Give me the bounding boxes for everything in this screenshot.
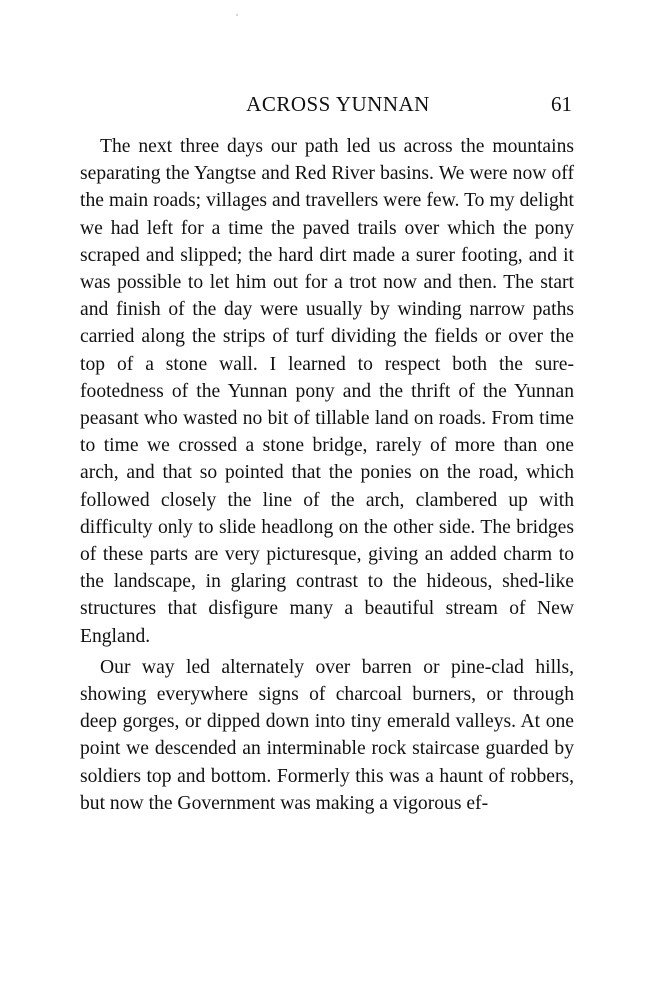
page-number: 61 (551, 92, 572, 116)
running-head (80, 92, 572, 122)
paragraph-1: The next three days our path led us across the mountains separating the Yangtse and Red River basins. We were now off the main roads; villages and travellers were few. To my delight we had left for a time the paved trails over which the pony scraped and slipped; the hard dirt made a surer footing, and it was possible to let him out for a trot now and then. The start and finish of the day were usually by winding narrow paths carried along the strips of turf dividing the fields or over the top of a stone wall. I learned to respect both the sure-footedness of the Yunnan pony and the thrift of the Yunnan peasant who wasted no bit of tillable land on roads. From time to time we crossed a stone bridge, rarely of more than one arch, and that so pointed that the ponies on the road, which followed closely the line of the arch, clambered up with difficulty only to slide headlong on the other side. The bridges of these parts are very picturesque, giving an added charm to the landscape, in glaring contrast to the hideous, shed-like structures that disfigure many a beautiful stream of New England. (80, 136, 574, 647)
scan-speck (236, 14, 238, 16)
paragraph-2: Our way led alternately over barren or pine-clad hills, showing everywhere signs of charcoal burners, or through deep gorges, or dipped down into tiny emerald valleys. At one point we descended an interminable rock staircase guarded by soldiers top and bottom. Formerly this was a haunt of robbers, but now the Government was making a vigorous ef- (80, 656, 574, 814)
body-text (80, 133, 574, 817)
running-title: ACROSS YUNNAN (246, 92, 430, 116)
